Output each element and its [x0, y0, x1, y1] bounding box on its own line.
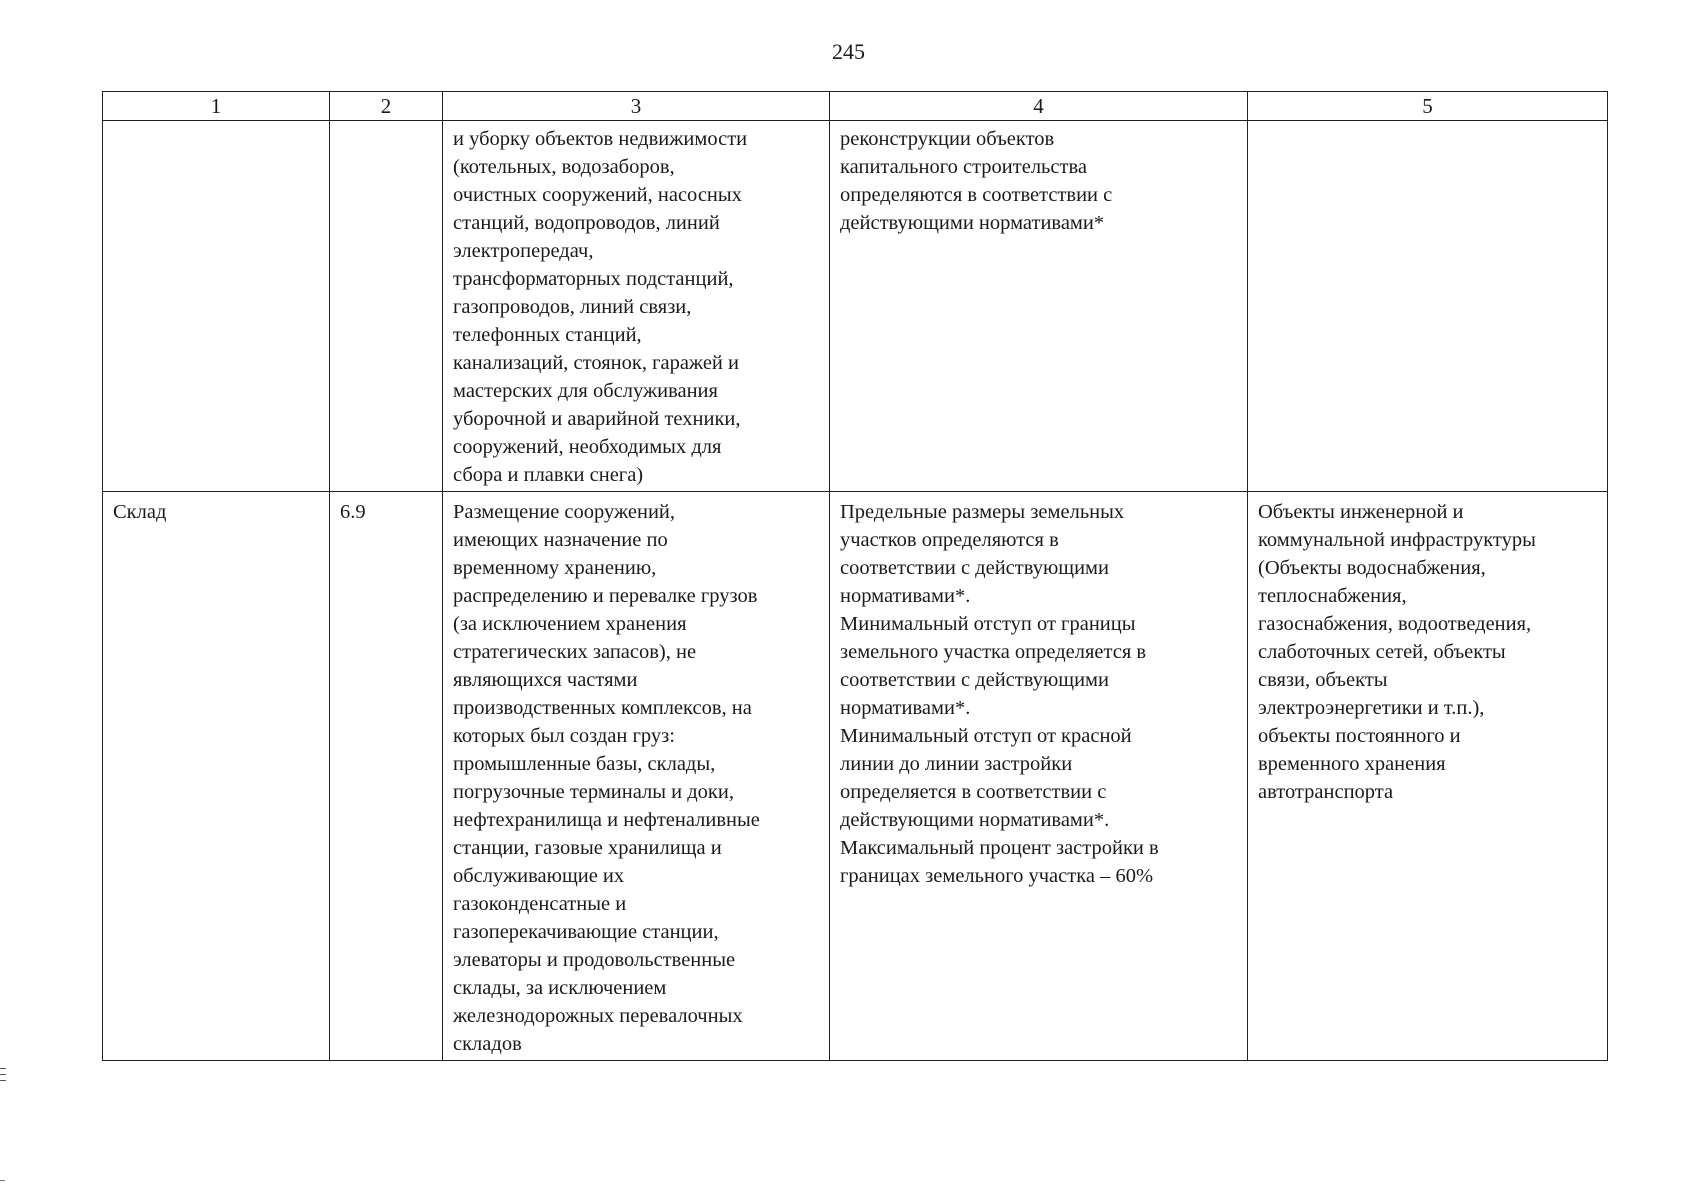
zoning-regulations-table — [102, 91, 1608, 1061]
table-header-row — [103, 92, 1608, 121]
column-header-4: 4 — [830, 92, 1248, 121]
parameters-cell: Предельные размеры земельных участков определяются в соответствии с действующими нормативами*. Минимальный отступ от границы земельного участка определяется в соответствии с действующими нормативами*. Минимальный отступ от красной линии до линии застройки определяется в соответствии с действующими нормативами*. Максимальный процент застройки в границах земельного участка – 60% — [830, 492, 1248, 1061]
margin-mark — [0, 1074, 6, 1075]
margin-scan-mark — [0, 1180, 5, 1181]
use-code-cell: 6.9 — [330, 492, 443, 1061]
margin-mark — [0, 1068, 6, 1069]
auxiliary-uses-cell: Объекты инженерной и коммунальной инфраструктуры (Объекты водоснабжения, теплоснабжения, газоснабжения, водоотведения, слаботочных сетей, объекты связи, объекты электроэнергетики и т.п.), объекты постоянного и временного хранения автотранспорта — [1248, 492, 1608, 1061]
page-number: 245 — [832, 39, 865, 64]
use-description-cell: и уборку объектов недвижимости (котельных, водозаборов, очистных сооружений, насосных станций, водопроводов, линий электропередач, трансформаторных подстанций, газопроводов, линий связи, телефонных станций, канализаций, стоянок, гаражей и мастерских для обслуживания уборочной и аварийной техники, сооружений, необходимых для сбора и плавки снега) — [443, 121, 830, 492]
column-header-5: 5 — [1248, 92, 1608, 121]
auxiliary-uses-cell — [1248, 121, 1608, 492]
column-header-1: 1 — [103, 92, 330, 121]
use-code-cell — [330, 121, 443, 492]
use-description-cell: Размещение сооружений, имеющих назначение по временному хранению, распределению и перевалке грузов (за исключением хранения стратегических запасов), не являющихся частями производственных комплексов, на которых был создан груз: промышленные базы, склады, погрузочные терминалы и доки, нефтехранилища и нефтеналивные станции, газовые хранилища и обслуживающие их газоконденсатные и газоперекачивающие станции, элеваторы и продовольственные склады, за исключением железнодорожных перевалочных складов — [443, 492, 830, 1061]
table-row — [103, 121, 1608, 492]
column-header-2: 2 — [330, 92, 443, 121]
use-name-cell: Склад — [103, 492, 330, 1061]
parameters-cell: реконструкции объектов капитального строительства определяются в соответствии с действующими нормативами* — [830, 121, 1248, 492]
use-name-cell — [103, 121, 330, 492]
margin-mark — [0, 1080, 6, 1081]
table-row — [103, 492, 1608, 1061]
column-header-3: 3 — [443, 92, 830, 121]
margin-scan-marks — [0, 1068, 6, 1086]
